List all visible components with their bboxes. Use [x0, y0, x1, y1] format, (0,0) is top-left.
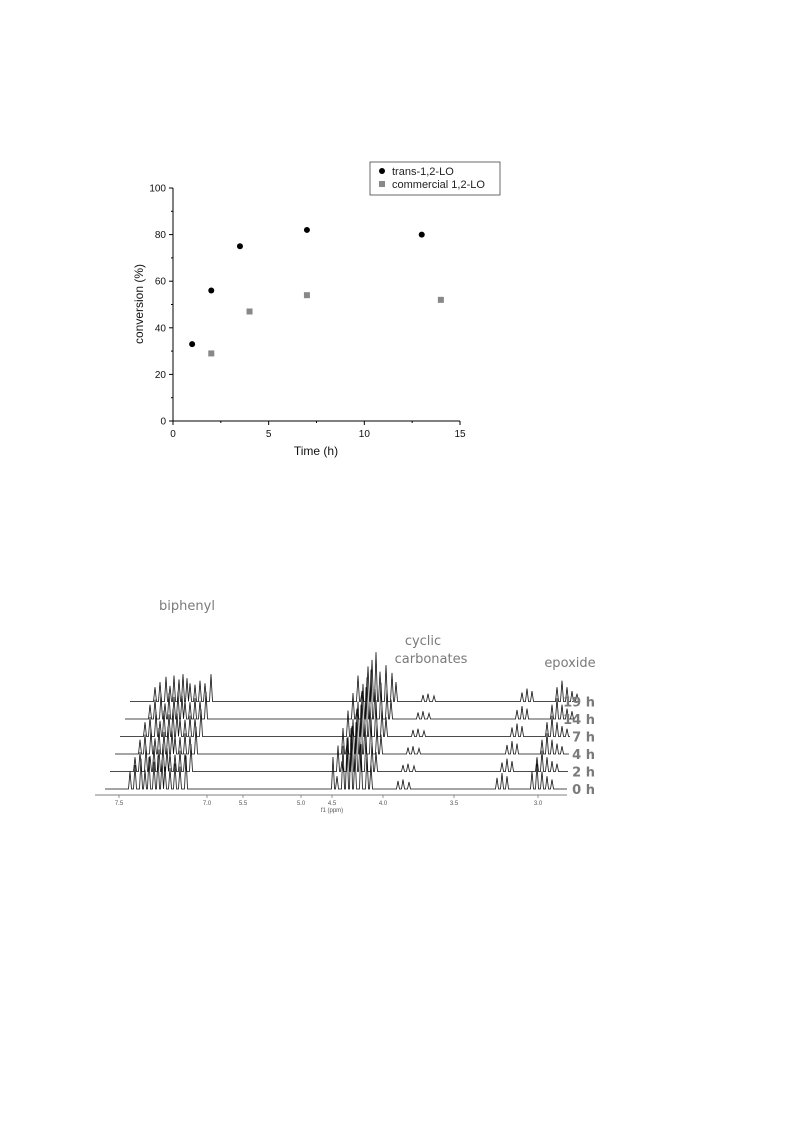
x-tick-label: 10 [358, 429, 370, 440]
nmr-tick-label: 5.5 [238, 801, 248, 807]
x-tick-label: 5 [265, 429, 272, 440]
data-point-series-0 [419, 232, 425, 238]
trace-label: 0 h [572, 783, 595, 798]
legend [370, 162, 500, 195]
data-point-series-0 [237, 243, 243, 249]
nmr-tick-label: 7.0 [202, 801, 212, 807]
region-label-epoxide: epoxide [544, 656, 596, 671]
legend-marker-trans [379, 168, 385, 174]
nmr-trace-4 [125, 670, 574, 719]
y-tick-label: 80 [154, 230, 166, 242]
trace-label: 19 h [563, 695, 595, 711]
nmr-trace-3 [120, 687, 570, 736]
nmr-x-axis-title: f1 (ppm) [320, 808, 344, 814]
x-tick-label: 15 [454, 429, 466, 440]
conversion-scatter-chart [120, 155, 540, 475]
region-label-carbonates: carbonates [394, 652, 468, 667]
region-label-biphenyl: biphenyl [159, 599, 215, 614]
y-tick-label: 20 [154, 369, 166, 381]
data-point-series-1 [304, 292, 310, 298]
legend-label-commercial: commercial 1,2-LO [392, 179, 485, 191]
legend-marker-commercial [379, 181, 385, 187]
data-point-series-1 [438, 297, 444, 303]
scatter-points [189, 227, 444, 356]
trace-label: 14 h [563, 713, 595, 728]
data-point-series-0 [208, 288, 214, 294]
legend-label-trans: trans-1,2-LO [392, 166, 454, 178]
nmr-axis [95, 795, 567, 807]
y-tick-label: 0 [160, 416, 166, 428]
scatter-tick-labels [149, 184, 466, 441]
x-tick-label: 0 [170, 429, 176, 440]
nmr-tick-label: 7.5 [114, 801, 124, 807]
trace-label: 4 h [572, 748, 595, 763]
nmr-tick-label: 4.0 [378, 801, 388, 807]
nmr-spectra-chart [85, 515, 596, 830]
y-axis-title: conversion (%) [132, 263, 146, 345]
nmr-trace-5 [130, 652, 579, 701]
nmr-tick-label: 3.5 [449, 801, 459, 807]
nmr-tick-label: 5.0 [296, 801, 306, 807]
y-tick-label: 60 [154, 276, 166, 288]
y-tick-label: 40 [154, 323, 166, 335]
trace-label: 2 h [572, 765, 595, 781]
region-label-cyclic: cyclic [404, 634, 442, 649]
data-point-series-0 [189, 341, 195, 347]
data-point-series-1 [208, 350, 214, 356]
nmr-trace-labels [563, 696, 595, 799]
scatter-axes [169, 188, 460, 425]
nmr-tick-label: 3.0 [533, 801, 543, 807]
nmr-tick-label: 4.5 [327, 801, 337, 807]
nmr-traces [105, 652, 579, 789]
y-tick-label: 100 [149, 183, 166, 195]
x-axis-title: Time (h) [293, 444, 339, 458]
data-point-series-0 [304, 227, 310, 233]
trace-label: 7 h [572, 730, 595, 746]
data-point-series-1 [247, 308, 253, 314]
